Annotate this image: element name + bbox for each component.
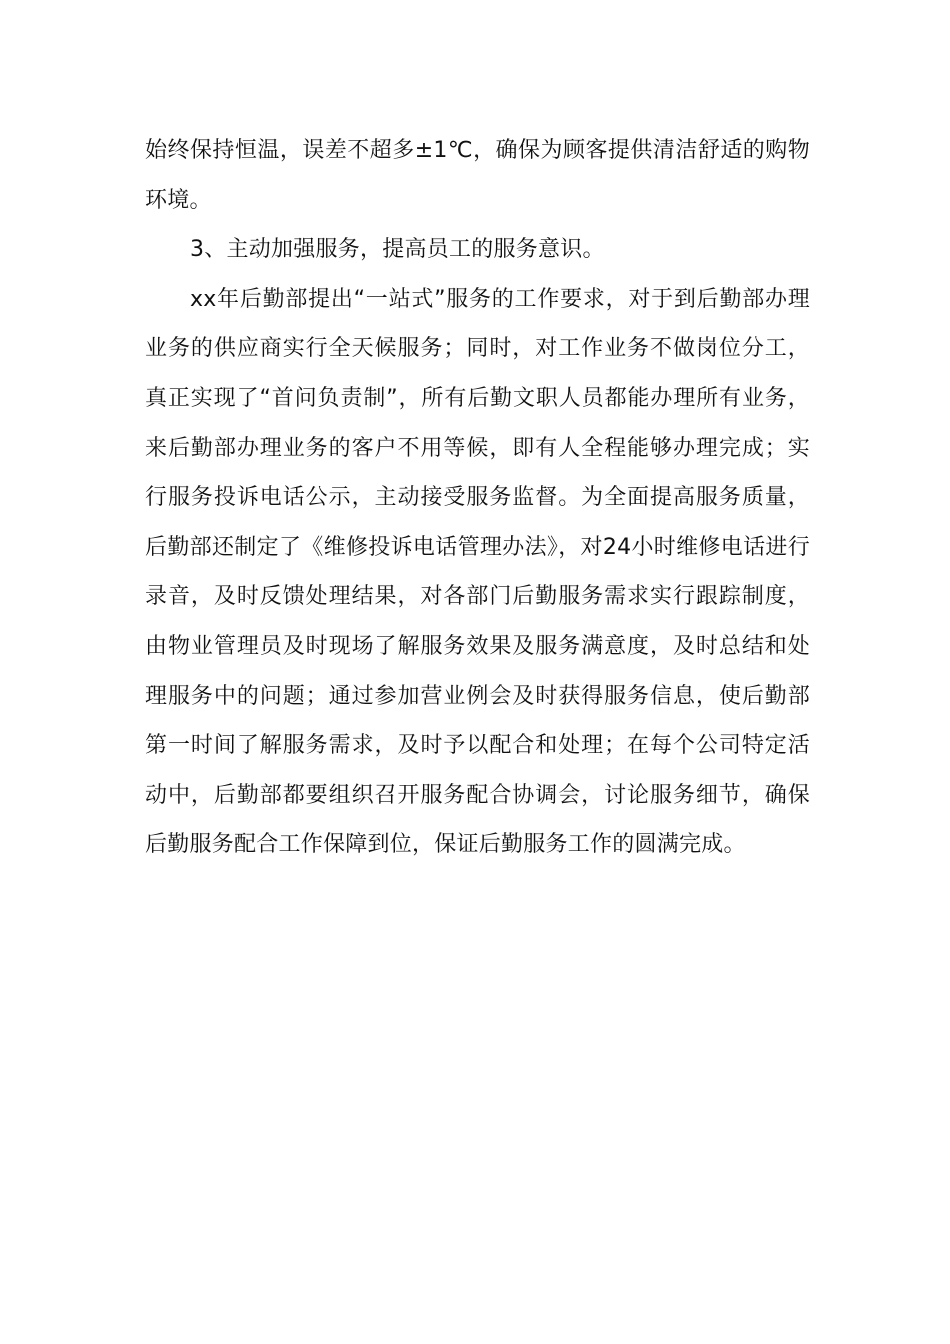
paragraph-continuation: 始终保持恒温，误差不超多±1℃，确保为顾客提供清洁舒适的购物环境。 (145, 138, 810, 213)
paragraph-service-details: xx年后勤部提出“一站式”服务的工作要求，对于到后勤部办理业务的供应商实行全天候服务；同时，对工作业务不做岗位分工，真正实现了“首问负责制”，所有后勤文职人员都能办理所有业务，来后勤部办理业务的客户不用等候，即有人全程能够办理完成；实行服务投诉电话公示，主动接受服务监督。为全面提高服务质量，后勤部还制定了《维修投诉电话管理办法》，对24小时维修电话进行录音，及时反馈处理结果，对各部门后勤服务需求实行跟踪制度，由物业管理员及时现场了解服务效果及服务满意度，及时总结和处理服务中的问题；通过参加营业例会及时获得服务信息，使后勤部第一时间了解服务需求，及时予以配合和处理；在每个公司特定活动中，后勤部都要组织召开服务配合协调会，讨论服务细节，确保后勤服务配合工作保障到位，保证后勤服务工作的圆满完成。 (145, 286, 810, 858)
document-body (145, 126, 810, 870)
paragraph-heading-item-3: 3、主动加强服务，提高员工的服务意识。 (190, 237, 605, 263)
